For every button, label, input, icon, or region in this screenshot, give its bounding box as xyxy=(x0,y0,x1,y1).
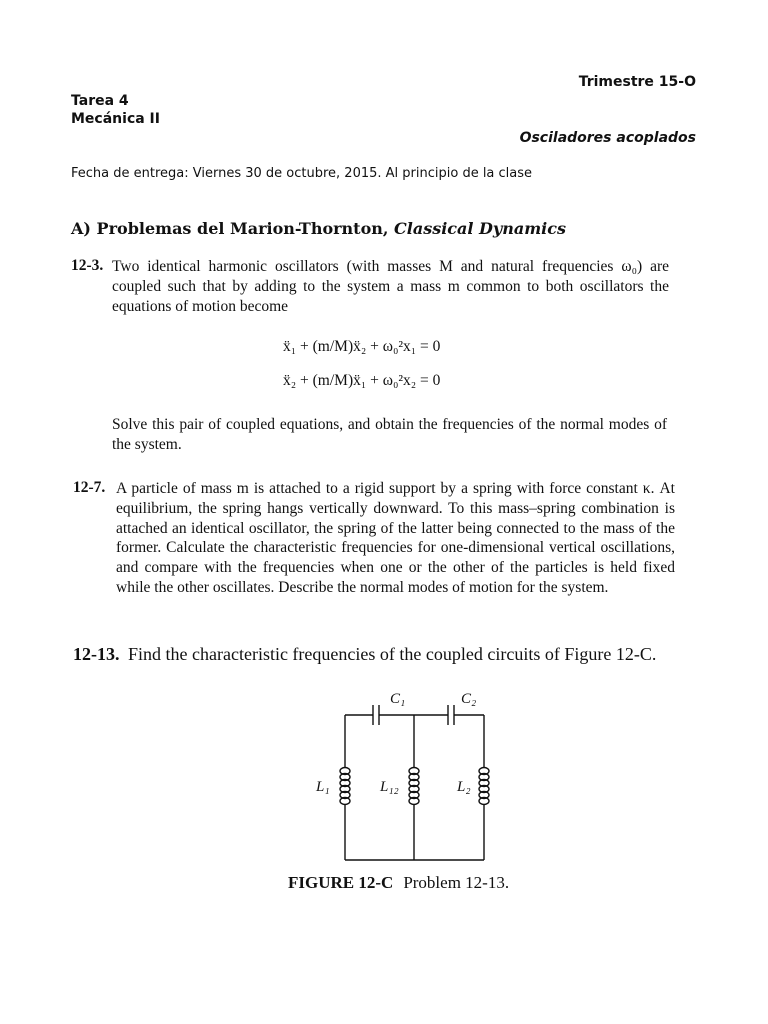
label-l12: L₁₂ xyxy=(380,779,399,795)
section-title xyxy=(71,219,566,238)
problem-number: 12-7. xyxy=(73,479,106,496)
problem-followup: Solve this pair of coupled equations, and obtain the frequencies of the normal modes of the system. xyxy=(112,416,667,453)
figure-caption xyxy=(288,873,509,893)
label-l2: L₂ xyxy=(457,779,471,795)
coupled-circuit-diagram xyxy=(300,685,500,870)
caption-text: Problem 12-13. xyxy=(403,873,510,892)
caption-bold: FIGURE 12-C xyxy=(288,873,394,892)
section-prefix: A) Problemas del Marion-Thornton, xyxy=(71,219,395,238)
tarea-label: Tarea 4 xyxy=(71,93,129,109)
problem-number: 12-3. xyxy=(71,257,104,274)
problem-text: A particle of mass m is attached to a rigid support by a spring with force constant κ. At equilibrium, the spring hangs vertically downward. To this mass–spring combination is attached an identical oscillator, the spring of the latter being connected to the mass of the former. Calculate the characteristic frequencies for one-dimensional vertical oscillations, and compare with the frequencies when one or the other of the particles is held fixed while the other oscillates. Describe the normal modes of motion for the system. xyxy=(116,480,675,596)
inductor-l1-coil xyxy=(340,768,350,805)
section-book: Classical Dynamics xyxy=(394,219,566,238)
trimestre-label: Trimestre 15-O xyxy=(578,74,696,90)
due-date: Fecha de entrega: Viernes 30 de octubre, 2015. Al principio de la clase xyxy=(71,166,533,181)
topic-label: Osciladores acoplados xyxy=(519,130,696,146)
problem-12-7 xyxy=(73,479,675,598)
equation-2: ẍ₂ + (m/M)ẍ₁ + ω₀²x₂ = 0 xyxy=(283,372,441,389)
label-l1: L₁ xyxy=(316,779,330,795)
label-c1: C₁ xyxy=(390,691,406,707)
problem-12-13 xyxy=(73,644,693,664)
equation-1: ẍ₁ + (m/M)ẍ₂ + ω₀²x₁ = 0 xyxy=(283,338,441,355)
inductor-l12-coil xyxy=(409,768,419,805)
problem-12-3 xyxy=(71,257,669,317)
label-c2: C₂ xyxy=(461,691,477,707)
inductor-l2-coil xyxy=(479,768,489,805)
course-label: Mecánica II xyxy=(71,111,160,127)
problem-text: Two identical harmonic oscillators (with masses M and natural frequencies ω₀) are coupled such that by adding to the system a mass m common to both oscillators the equations of motion become xyxy=(112,258,669,315)
problem-text: Find the characteristic frequencies of the coupled circuits of Figure 12-C. xyxy=(128,644,657,664)
problem-number: 12-13. xyxy=(73,644,120,664)
